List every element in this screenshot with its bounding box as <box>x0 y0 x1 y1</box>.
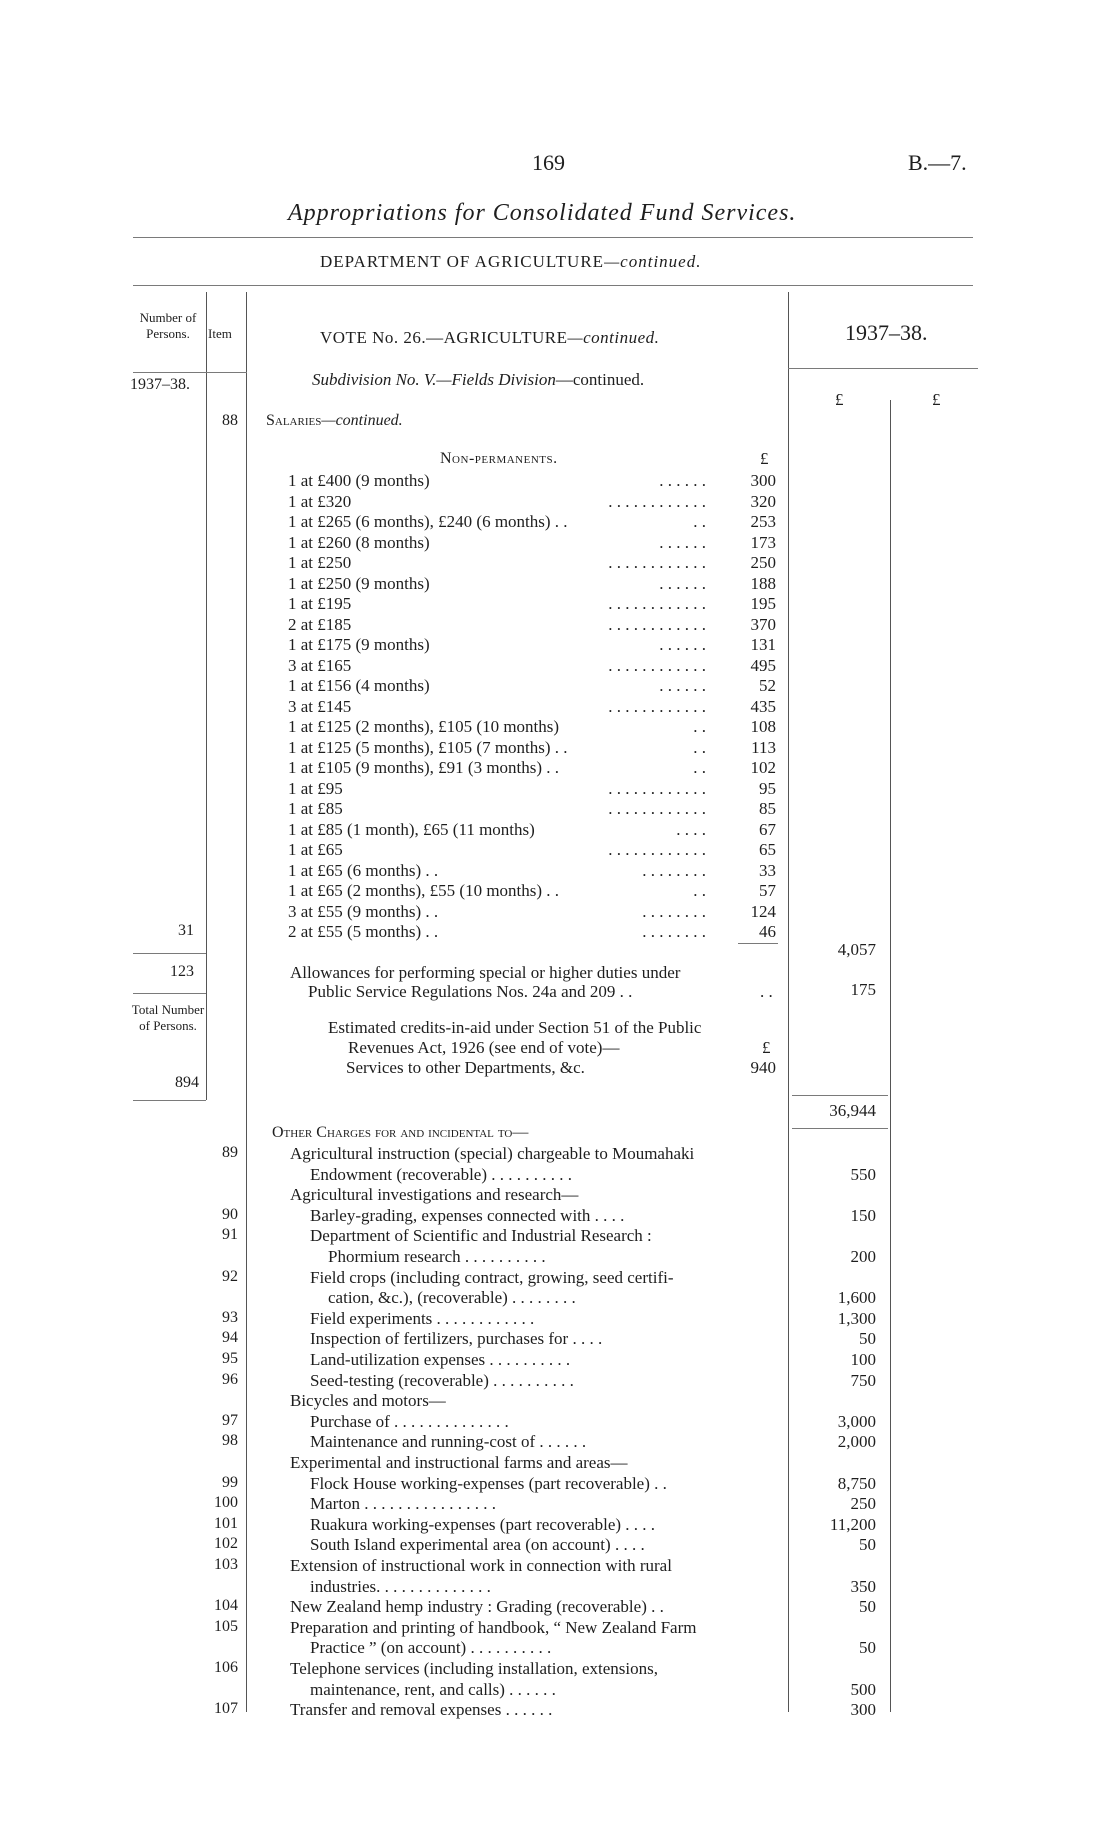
grand-total-rule-top <box>792 1095 888 1096</box>
charge-row-text: Land-utilization expenses . . . . . . . . . . <box>310 1350 571 1369</box>
persons-header-rule <box>133 372 247 373</box>
salary-row-dots: . . . . . . <box>659 573 706 593</box>
col-rule-amount <box>890 400 891 1712</box>
vote-title-suffix: —continued. <box>567 328 660 347</box>
charge-row-amount: 50 <box>859 1329 876 1349</box>
col-rule-text <box>788 292 789 1712</box>
other-charges-heading: Other Charges for and incidental to— <box>272 1124 529 1141</box>
item-number: 92 <box>222 1267 238 1285</box>
charge-row-text: Flock House working-expenses (part recoverable) . . <box>310 1473 667 1493</box>
charge-row-text: Endowment (recoverable) . . . . . . . . . . <box>310 1164 572 1184</box>
item-number: 105 <box>214 1617 238 1635</box>
salary-row-text: 1 at £265 (6 months), £240 (6 months) . . <box>288 512 568 531</box>
salary-row-amount: 131 <box>750 635 776 654</box>
salary-row-amount: 85 <box>759 799 776 818</box>
charge-row-amount: 350 <box>850 1576 876 1596</box>
charge-row-text: Telephone services (including installation, extensions, <box>290 1659 658 1678</box>
salary-row-dots: . . . . . . . . . . . . <box>608 696 706 716</box>
charge-row-amount: 200 <box>850 1247 876 1266</box>
charge-row-amount: 2,000 <box>837 1432 876 1452</box>
charge-row-amount: 50 <box>859 1535 876 1555</box>
salary-row-text: 1 at £125 (5 months), £105 (7 months) . . <box>288 737 568 757</box>
grand-total-rule-bottom <box>792 1128 888 1129</box>
charge-row-amount: 1,600 <box>837 1288 876 1308</box>
salary-row-dots: . . . . . . <box>659 471 706 490</box>
item-number: 101 <box>214 1514 238 1532</box>
charge-row-text: Purchase of . . . . . . . . . . . . . . <box>310 1411 509 1431</box>
item-number: 106 <box>214 1659 238 1676</box>
salaries-heading-main: Salaries <box>266 412 322 429</box>
item-number: 93 <box>222 1308 238 1326</box>
salary-row-text: 1 at £65 <box>288 840 343 859</box>
salary-row-text: 3 at £165 <box>288 655 352 675</box>
salary-row-text: 1 at £175 (9 months) <box>288 635 430 654</box>
charge-row-text: maintenance, rent, and calls) . . . . . . <box>310 1679 556 1699</box>
charge-row-amount: 50 <box>859 1597 876 1617</box>
grand-total: 36,944 <box>829 1101 876 1120</box>
charge-row-text: Transfer and removal expenses . . . . . . <box>290 1700 553 1720</box>
subdivision-name: Subdivision No. V.—Fields Division <box>312 370 556 389</box>
page-title: Appropriations for Consolidated Fund Services. <box>288 200 797 226</box>
salary-row-dots: . . <box>693 512 706 531</box>
salary-row-amount: 67 <box>759 819 776 839</box>
charge-row-amount: 150 <box>850 1205 876 1225</box>
persons-bottom-rule <box>133 1100 206 1101</box>
persons-row-123: 123 <box>170 963 194 980</box>
item-number: 104 <box>214 1597 238 1615</box>
salary-row-dots: . . . . . . . . <box>642 922 706 941</box>
vote-title <box>320 328 659 348</box>
salary-row-dots: . . . . . . . . . . . . <box>608 594 706 613</box>
salary-row-amount: 250 <box>750 553 776 572</box>
salary-row-amount: 52 <box>759 676 776 695</box>
pound-column-2: £ <box>932 390 941 409</box>
item-number: 95 <box>222 1350 238 1367</box>
salary-row-amount: 495 <box>750 655 776 675</box>
charge-row-text: Agricultural instruction (special) chargeable to Moumahaki <box>290 1144 695 1163</box>
salary-row-amount: 173 <box>750 532 776 552</box>
charge-row-amount: 50 <box>859 1638 876 1658</box>
credits-pound: £ <box>762 1038 771 1057</box>
department-heading <box>320 252 701 272</box>
charge-row-amount: 8,750 <box>837 1473 876 1493</box>
item-number: 103 <box>214 1556 238 1573</box>
salary-row-dots: . . . . <box>676 819 706 839</box>
salary-row-text: 3 at £55 (9 months) . . <box>288 901 439 921</box>
charge-row-text: Inspection of fertilizers, purchases for . . . . <box>310 1329 603 1349</box>
salary-row-amount: 95 <box>759 778 776 798</box>
charge-row-text: Preparation and printing of handbook, “ New Zealand Farm <box>290 1617 697 1637</box>
salary-row-amount: 124 <box>750 901 776 921</box>
item-number: 107 <box>214 1700 238 1718</box>
document-reference: B.—7. <box>908 150 967 175</box>
non-permanents-pound: £ <box>760 449 769 468</box>
salary-row-dots: . . . . . . <box>659 532 706 552</box>
charge-row-text: Field crops (including contract, growing, seed certifi- <box>310 1267 674 1287</box>
salary-row-text: 1 at £260 (8 months) <box>288 532 430 552</box>
salary-row-dots: . . <box>693 737 706 757</box>
salary-row-amount: 108 <box>750 717 776 736</box>
pound-column-1: £ <box>835 390 844 409</box>
salary-row-dots: . . . . . . . . . . . . <box>608 553 706 572</box>
salary-row-text: 2 at £55 (5 months) . . <box>288 922 439 941</box>
salary-row-amount: 102 <box>750 758 776 777</box>
charge-row-text: Agricultural investigations and research— <box>290 1185 579 1205</box>
persons-subtotal: 31 <box>178 922 194 939</box>
allowances-line-1: Allowances for performing special or higher duties under <box>290 963 681 982</box>
item-number: 97 <box>222 1411 238 1429</box>
item-number: 94 <box>222 1329 238 1347</box>
non-permanents-heading: Non-permanents. <box>440 450 558 467</box>
item-number: 91 <box>222 1226 238 1244</box>
col-rule-item <box>246 292 247 1712</box>
allowances-amount: 175 <box>850 980 876 999</box>
salary-row-amount: 46 <box>759 922 776 941</box>
credits-line-3: Services to other Departments, &c. <box>346 1058 585 1077</box>
charge-row-amount: 3,000 <box>837 1411 876 1431</box>
item-number: 90 <box>222 1205 238 1223</box>
salary-row-text: 1 at £125 (2 months), £105 (10 months) <box>288 717 560 736</box>
salary-row-dots: . . . . . . . . <box>642 860 706 880</box>
charge-row-text: Ruakura working-expenses (part recoverable) . . . . <box>310 1514 656 1534</box>
salaries-heading <box>266 412 403 430</box>
salary-row-dots: . . . . . . . . . . . . <box>608 655 706 675</box>
item-number: 98 <box>222 1432 238 1450</box>
salary-row-dots: . . . . . . . . . . . . <box>608 491 706 511</box>
salary-row-amount: 65 <box>759 840 776 859</box>
persons-subtotal-rule <box>133 953 206 954</box>
department-name: DEPARTMENT OF AGRICULTURE <box>320 252 605 271</box>
charge-row-amount: 500 <box>850 1679 876 1699</box>
salary-row-dots: . . . . . . <box>659 676 706 695</box>
charge-row-text: cation, &c.), (recoverable) . . . . . . . . <box>328 1288 576 1308</box>
salary-row-amount: 57 <box>759 881 776 900</box>
nonperm-subtotal-rule <box>738 943 778 944</box>
salary-row-amount: 33 <box>759 860 776 880</box>
charge-row-text: Seed-testing (recoverable) . . . . . . . . . . <box>310 1370 574 1390</box>
salary-row-amount: 320 <box>750 491 776 511</box>
salary-row-dots: . . <box>693 717 706 736</box>
persons-total-rule <box>133 993 206 994</box>
charge-row-text: Experimental and instructional farms and areas— <box>290 1453 628 1472</box>
salary-row-amount: 113 <box>751 737 776 757</box>
allowances-line-2: Public Service Regulations Nos. 24a and 209 . . <box>308 982 633 1001</box>
salary-row-dots: . . . . . . . . <box>642 901 706 921</box>
charge-row-amount: 750 <box>850 1370 876 1390</box>
charge-row-text: Phormium research . . . . . . . . . . <box>328 1247 546 1266</box>
salary-row-text: 1 at £95 <box>288 778 343 798</box>
allowances-dots: . . <box>760 982 773 1001</box>
salary-row-dots: . . . . . . . . . . . . <box>608 840 706 859</box>
year-header-rule <box>788 368 978 369</box>
salary-row-text: 2 at £185 <box>288 614 352 634</box>
page-number: 169 <box>532 150 565 175</box>
charge-row-amount: 11,200 <box>829 1514 876 1534</box>
subdivision-suffix: —continued. <box>555 370 645 389</box>
credits-amount: 940 <box>750 1058 776 1077</box>
charge-row-amount: 250 <box>850 1494 876 1514</box>
credits-line-2: Revenues Act, 1926 (see end of vote)— <box>348 1038 620 1057</box>
salary-row-dots: . . <box>693 881 706 900</box>
charge-row-text: Extension of instructional work in connection with rural <box>290 1556 672 1575</box>
charge-row-text: Bicycles and motors— <box>290 1391 446 1411</box>
salary-row-text: 1 at £320 <box>288 491 352 511</box>
department-suffix: —continued. <box>604 252 702 271</box>
salary-row-text: 1 at £85 <box>288 799 343 818</box>
salary-row-amount: 370 <box>750 614 776 634</box>
salary-row-text: 1 at £195 <box>288 594 352 613</box>
charge-row-text: Barley-grading, expenses connected with . . . . <box>310 1205 625 1225</box>
salary-row-dots: . . <box>693 758 706 777</box>
persons-column-header: Number of Persons. <box>139 310 197 341</box>
salary-row-dots: . . . . . . . . . . . . <box>608 778 706 798</box>
total-persons-value: 894 <box>175 1074 199 1091</box>
salary-row-dots: . . . . . . . . . . . . <box>608 799 706 818</box>
charge-row-text: Field experiments . . . . . . . . . . . . <box>310 1308 535 1328</box>
salary-row-text: 3 at £145 <box>288 696 352 716</box>
salary-row-text: 1 at £65 (2 months), £55 (10 months) . . <box>288 881 560 900</box>
salary-row-text: 1 at £85 (1 month), £65 (11 months) <box>288 819 535 839</box>
salary-row-dots: . . . . . . . . . . . . <box>608 614 706 634</box>
item-number: 99 <box>222 1473 238 1491</box>
charge-row-text: South Island experimental area (on account) . . . . <box>310 1535 645 1555</box>
charge-row-text: industries. . . . . . . . . . . . . . <box>310 1576 491 1596</box>
salary-row-amount: 300 <box>750 471 776 490</box>
salary-row-amount: 435 <box>750 696 776 716</box>
charge-row-amount: 300 <box>850 1700 876 1720</box>
salary-row-text: 1 at £65 (6 months) . . <box>288 860 439 880</box>
salary-row-text: 1 at £105 (9 months), £91 (3 months) . . <box>288 758 560 777</box>
charge-row-amount: 100 <box>850 1350 876 1369</box>
item-number: 102 <box>214 1535 238 1553</box>
item-column-header: Item <box>208 326 232 341</box>
vote-title-main: VOTE No. 26.—AGRICULTURE <box>320 328 568 347</box>
salary-row-text: 1 at £400 (9 months) <box>288 471 430 490</box>
item-number: 96 <box>222 1370 238 1388</box>
charge-row-text: Maintenance and running-cost of . . . . . . <box>310 1432 587 1452</box>
charge-row-amount: 1,300 <box>837 1308 876 1328</box>
item-88: 88 <box>222 412 238 429</box>
year-column-left: 1937–38. <box>130 376 190 393</box>
salary-row-text: 1 at £250 (9 months) <box>288 573 430 593</box>
charge-row-amount: 550 <box>850 1164 876 1184</box>
salary-row-amount: 253 <box>750 512 776 531</box>
salary-row-amount: 195 <box>750 594 776 613</box>
total-persons-label: Total Number of Persons. <box>131 1002 205 1033</box>
credits-line-1: Estimated credits-in-aid under Section 51 of the Public <box>328 1018 702 1037</box>
salaries-subtotal: 4,057 <box>837 940 876 959</box>
charge-row-text: New Zealand hemp industry : Grading (recoverable) . . <box>290 1597 664 1617</box>
salary-row-text: 1 at £250 <box>288 553 352 572</box>
charge-row-text: Department of Scientific and Industrial Research : <box>310 1226 652 1246</box>
salaries-heading-suffix: —continued. <box>321 412 403 429</box>
salary-row-amount: 188 <box>750 573 776 593</box>
salary-row-text: 1 at £156 (4 months) <box>288 676 430 695</box>
subdivision-title <box>312 370 644 390</box>
item-number: 100 <box>214 1494 238 1512</box>
header-rule <box>133 285 973 286</box>
item-number: 89 <box>222 1144 238 1161</box>
charge-row-text: Marton . . . . . . . . . . . . . . . . <box>310 1494 497 1514</box>
salary-row-dots: . . . . . . <box>659 635 706 654</box>
year-column-right: 1937–38. <box>845 320 928 345</box>
charge-row-text: Practice ” (on account) . . . . . . . . . . <box>310 1638 552 1658</box>
title-rule <box>133 237 973 238</box>
